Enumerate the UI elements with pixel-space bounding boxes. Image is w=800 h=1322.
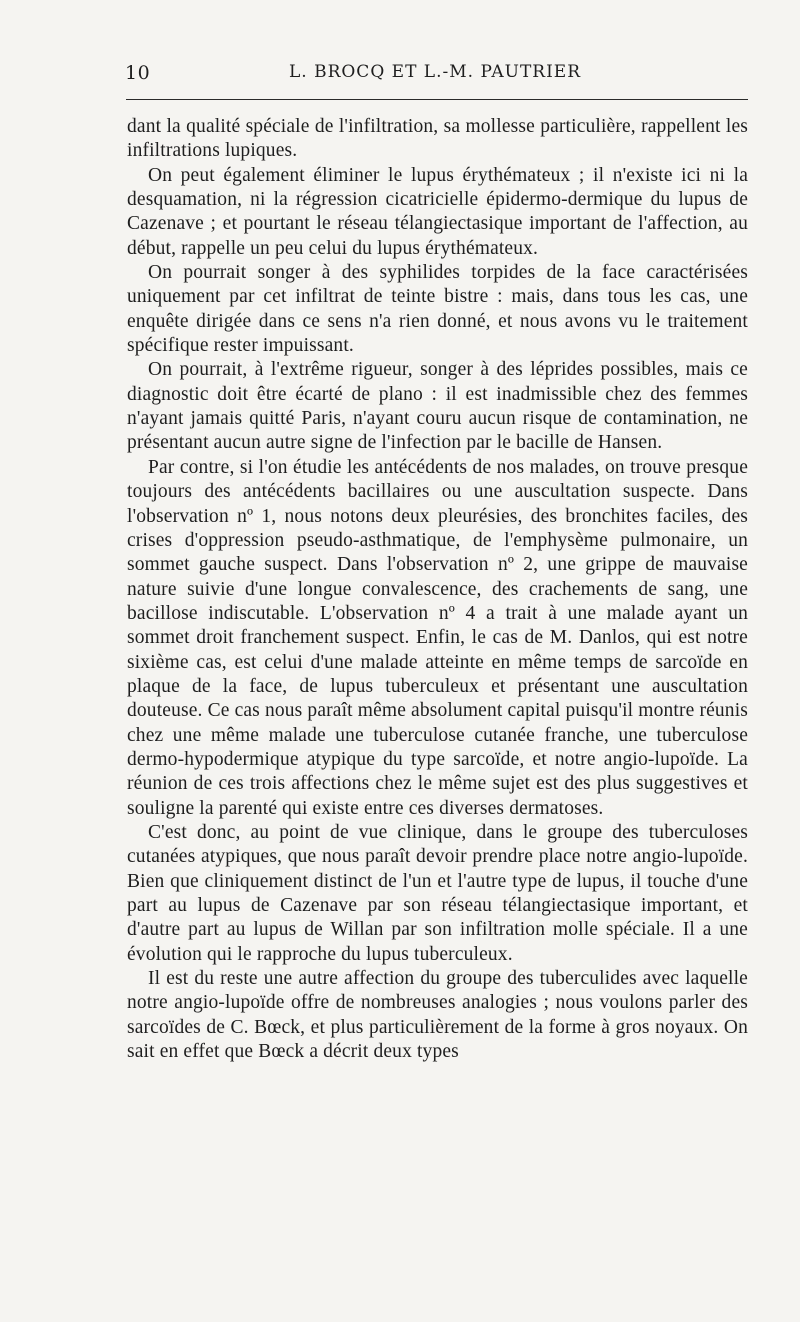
page-number: 10 (125, 62, 151, 84)
header-rule (126, 99, 748, 100)
paragraph: On pourrait songer à des syphilides torpides de la face caractérisées uniquement par cet infiltrat de teinte bistre : mais, dans tous les cas, une enquête dirigée dans ce sens n'a rien donné, et nous avons vu le traitement spécifique rester impuissant. (127, 262, 748, 357)
paragraph: Il est du reste une autre affection du groupe des tuberculides avec laquelle notre angio-lupoïde offre de nombreuses analogies ; nous voulons parler des sarcoïdes de C. Bœck, et plus particulièrement de la forme à gros noyaux. On sait en effet que Bœck a décrit deux types (127, 968, 748, 1063)
running-head: L. BROCQ ET L.-M. PAUTRIER (288, 62, 582, 82)
paragraph: dant la qualité spéciale de l'infiltration, sa mollesse particulière, rappellent les infiltrations lupiques. (127, 116, 748, 162)
paragraph: Par contre, si l'on étudie les antécédents de nos malades, on trouve presque toujours des antécédents bacillaires ou une auscultation suspecte. Dans l'observation nº 1, nous notons deux pleurésies, des bronchites faciles, des crises d'oppression pseudo-asthmatique, de l'emphysème pulmonaire, un sommet gauche suspect. Dans l'observation nº 2, une grippe de mauvaise nature suivie d'une longue convalescence, des crachements de sang, une bacillose indiscutable. L'observation nº 4 a trait à une malade ayant un sommet droit franchement suspect. Enfin, le cas de M. Danlos, qui est notre sixième cas, est celui d'une malade atteinte en même temps de sarcoïde en plaque de la face, de lupus tuberculeux et présentant une auscultation douteuse. Ce cas nous paraît même absolument capital puisqu'il montre réunis chez une même malade une tuberculose cutanée franche, une tuberculose dermo-hypodermique atypique du type sarcoïde, et notre angio-lupoïde. La réunion de ces trois affections chez le même sujet est des plus suggestives et souligne la parenté qui existe entre ces diverses dermatoses. (127, 456, 748, 819)
paragraph: On peut également éliminer le lupus érythémateux ; il n'existe ici ni la desquamation, ni la régression cicatricielle épidermo-dermique du lupus de Cazenave ; et pourtant le réseau télangiectasique important de l'affection, au début, rappelle un peu celui du lupus érythémateux. (127, 164, 748, 259)
paragraph: On pourrait, à l'extrême rigueur, songer à des léprides possibles, mais ce diagnostic doit être écarté de plano : il est inadmissible chez des femmes n'ayant jamais quitté Paris, n'ayant couru aucun risque de contamination, ne présentant aucun autre signe de l'infection par le bacille de Hansen. (127, 359, 748, 454)
body-text (127, 115, 748, 1064)
paragraph: C'est donc, au point de vue clinique, dans le groupe des tuberculoses cutanées atypiques, que nous paraît devoir prendre place notre angio-lupoïde. Bien que cliniquement distinct de l'un et l'autre type de lupus, il touche d'une part au lupus de Cazenave par son réseau télangiectasique important, et d'autre part au lupus de Willan par son infiltration molle spéciale. Il a une évolution qui le rapproche du lupus tuberculeux. (127, 821, 748, 965)
